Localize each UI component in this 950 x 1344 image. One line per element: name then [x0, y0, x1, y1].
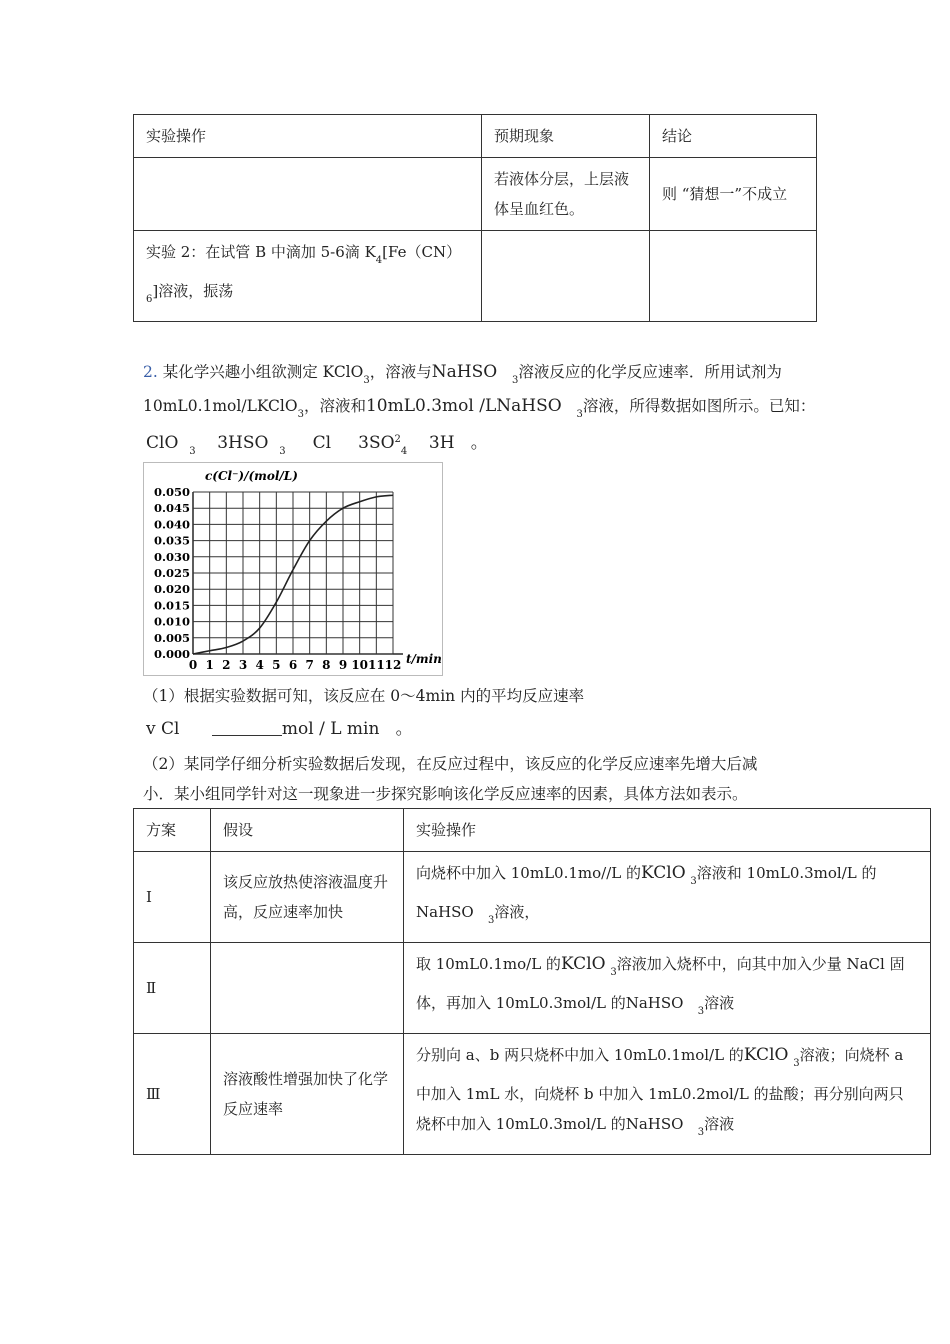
hypothesis-2 — [211, 943, 404, 1034]
header-procedure: 实验操作 — [404, 809, 931, 852]
x-tick-label: 0 — [188, 658, 198, 672]
procedure-3: 分别向 a、b 两只烧杯中加入 10mL0.1mol/L 的KClO $_3$溶液；向烧杯 a 中加入 1mL 水，向烧杯 b 中加入 1mL0.2mol/L 的盐酸；再分别向两只烧杯中加入 10mL0.3mol/L 的NaHSO $_3$溶液 — [404, 1034, 931, 1155]
y-tick-label: 0.050 — [153, 485, 190, 499]
x-tick-label: 4 — [255, 658, 264, 672]
plan-1: Ⅰ — [134, 852, 211, 943]
row2-operation: 实验 2：在试管 B 中滴加 5-6滴 $K_4[Fe(CN)$ $_6$]溶液，振荡 — [134, 231, 482, 322]
x-tick-label: 11 — [367, 658, 385, 672]
equation: ClO $_3$ 3HSO $_3$ Cl $3SO^2_4$ 3H 。 — [146, 433, 488, 457]
y-tick-label: 0.025 — [153, 566, 190, 580]
row1-conclusion: 则 “猜想一”不成立 — [650, 158, 817, 231]
x-tick-label: 7 — [305, 658, 314, 672]
concentration-chart — [143, 462, 443, 676]
x-tick-label: 3 — [238, 658, 248, 672]
chart-ylabel: c(Cl⁻)/(mol/L) — [205, 469, 298, 483]
question-line-1: 2. 某化学兴趣小组欲测定 KClO$_3$，溶液与NaHSO $_3$溶液反应的化学反应速率．所用试剂为 — [143, 362, 782, 386]
x-tick-label: 9 — [338, 658, 348, 672]
header-hypothesis: 假设 — [211, 809, 404, 852]
y-tick-label: 0.005 — [153, 630, 190, 645]
hypothesis-1: 该反应放热使溶液温度升高，反应速率加快 — [211, 852, 404, 943]
answer-blank[interactable] — [212, 721, 282, 736]
part1-text: （1）根据实验数据可知，该反应在 0～4min 内的平均反应速率 — [143, 687, 585, 705]
question-number: 2. — [143, 363, 158, 381]
procedure-2: 取 10mL0.1mo/L 的KClO $_3$溶液加入烧杯中，向其中加入少量 NaCl 固体，再加入 10mL0.3mol/L 的NaHSO $_3$溶液 — [404, 943, 931, 1034]
part1-rate: v Cl mol / L min 。 — [146, 719, 413, 739]
bottom-table — [133, 808, 931, 1155]
header-phenomenon: 预期现象 — [482, 115, 650, 158]
header-conclusion: 结论 — [650, 115, 817, 158]
row1-operation — [134, 158, 482, 231]
chart-y-ticks — [154, 485, 190, 661]
chart-xlabel: t/min — [406, 652, 442, 666]
row1-phenomenon: 若液体分层，上层液体呈血红色。 — [482, 158, 650, 231]
plan-3: Ⅲ — [134, 1034, 211, 1155]
row2-phenomenon — [482, 231, 650, 322]
y-tick-label: 0.035 — [153, 533, 190, 548]
header-operation: 实验操作 — [134, 115, 482, 158]
part2-line-2: 小．某小组同学针对这一现象进一步探究影响该化学反应速率的因素，具体方法如表示。 — [143, 785, 748, 803]
y-tick-label: 0.000 — [153, 647, 190, 661]
header-plan: 方案 — [134, 809, 211, 852]
x-tick-label: 10 — [351, 658, 369, 672]
x-tick-label: 6 — [288, 658, 298, 672]
y-tick-label: 0.020 — [153, 582, 190, 597]
x-tick-label: 12 — [384, 658, 402, 672]
y-tick-label: 0.040 — [153, 517, 190, 532]
y-tick-label: 0.045 — [153, 501, 190, 516]
y-tick-label: 0.015 — [153, 598, 190, 613]
question-line-2: 10mL0.1mol/LKClO$_3$，溶液和10mL0.3mol /LNaHSO $_3$溶液，所得数据如图所示。已知： — [143, 396, 816, 420]
y-tick-label: 0.030 — [153, 549, 190, 564]
y-tick-label: 0.010 — [153, 614, 190, 629]
hypothesis-3: 溶液酸性增强加快了化学反应速率 — [211, 1034, 404, 1155]
procedure-1: 向烧杯中加入 10mL0.1mo//L 的KClO $_3$溶液和 10mL0.3mol/L 的 NaHSO $_3$溶液， — [404, 852, 931, 943]
plan-2: Ⅱ — [134, 943, 211, 1034]
x-tick-label: 2 — [222, 658, 231, 672]
top-table — [133, 114, 817, 322]
part2-line-1: （2）某同学仔细分析实验数据后发现，在反应过程中，该反应的化学反应速率先增大后减 — [143, 755, 758, 773]
x-tick-label: 1 — [205, 658, 214, 672]
x-tick-label: 8 — [322, 658, 331, 672]
x-tick-label: 5 — [272, 658, 281, 672]
row2-conclusion — [650, 231, 817, 322]
